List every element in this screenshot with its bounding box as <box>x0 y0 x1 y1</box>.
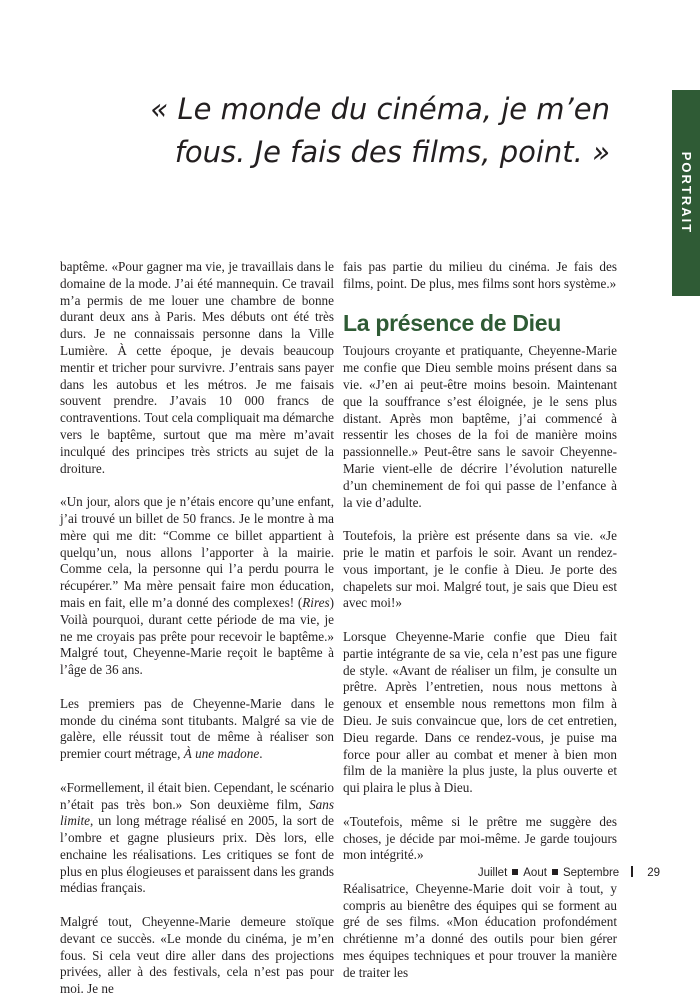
film-title: À une madone <box>183 746 260 762</box>
square-bullet-icon <box>552 869 558 875</box>
paragraph: «Toutefois, même si le prêtre me suggère des choses, je décide par moi-même. Je garde toujours mon intégrité.» <box>343 813 617 863</box>
footer-month: Aout <box>523 867 547 879</box>
paragraph: Réalisatrice, Cheyenne-Marie doit voir à tout, y compris au bienêtre des équipes qui se forment au gré de ses films. «Mon éducation profondément chrétienne m’a donné des outils pour bien gérer mes équipes techniques et pour trouver la manière de traiter les <box>343 880 617 980</box>
paragraph: Les premiers pas de Cheyenne-Marie dans le monde du cinéma sont titubants. Malgré sa vie de galère, elle réussit tout de même à réaliser son premier court métrage, À une madone. <box>60 695 334 762</box>
paragraph: Lorsque Cheyenne-Marie confie que Dieu fait partie intégrante de sa vie, cela n’est pas une figure de style. «Avant de réaliser un film, je consulte un prêtre. Après l’entretien, nous nous mettons à genoux et ensemble nous remettons mon film à Dieu. Je suis convaincue que, lors de cet entretien, Dieu regarde. Dans ce rendez-vous, je puise ma force pour aller au combat et mener à bien mon film de la manière la plus juste, la plus ouverte et qui plaira le plus à Dieu. <box>343 628 617 796</box>
left-column <box>60 259 334 998</box>
paragraph: Toujours croyante et pratiquante, Cheyenne-Marie me confie que Dieu semble moins présent dans sa vie. «J’en ai peut-être moins besoin. Maintenant que la souffrance s’est éloignée, je le sens plus distant. Après mon baptême, j’ai commencé à ressentir les choses de la foi de manière moins passionnelle.» Peut-être sans le savoir Cheyenne-Marie vient-elle de décrire l’évolution naturelle d’un cheminement de foi qui passe de l’enfance à la vie d’adulte. <box>343 343 617 510</box>
paragraph: «Un jour, alors que je n’étais encore qu’une enfant, j’ai trouvé un billet de 50 francs. Je le montre à ma mère qui me dit: “Comme ce billet appartient à quelqu’un, nous allons l’apporter à la mairie. Comme cela, la personne qui l’a perdu pourra le récupérer.” Ma mère pensait faire mon éducation, mais en fait, elle m’a donné des complexes! (Rires) Voilà pourquoi, durant cette période de ma vie, je ne me croyais pas prête pour recevoir le baptême.» Malgré tout, Cheyenne-Marie reçoit le baptême à l’âge de 36 ans. <box>60 494 334 678</box>
paragraph: fais pas partie du milieu du cinéma. Je fais des films, point. De plus, mes films sont hors système.» <box>343 259 617 291</box>
page-footer <box>0 866 660 879</box>
section-heading: La présence de Dieu <box>343 310 561 337</box>
section-tab <box>672 90 700 296</box>
paragraph: baptême. «Pour gagner ma vie, je travaillais dans le domaine de la mode. J’ai été mannequin. Ce travail m’a permis de me louer une chambre de bonne durant deux ans à Paris. Mes débuts ont été très durs. Je ne connaissais personne dans la Ville Lumière. À cette époque, je devais beaucoup mentir et tricher pour survivre. J’entrais sans payer dans les autobus et les métros. Je me faisais souvent prendre. J’avais 10 000 francs de contraventions. Tout cela compliquait ma démarche vers le baptême, surtout que ma mère m’avait inculqué des principes très stricts au sujet de la droiture. <box>60 259 334 476</box>
paragraph: Malgré tout, Cheyenne-Marie demeure stoïque devant ce succès. «Le monde du cinéma, je m’en fous. Si cela veut dire aller dans des projections privées, aller à des festivals, cela n’est pas pour moi. Je ne <box>60 914 334 997</box>
divider-bar <box>631 866 633 877</box>
italic-text: Rires <box>302 594 330 610</box>
section-tab-label: PORTRAIT <box>679 151 694 235</box>
paragraph: Toutefois, la prière est présente dans sa vie. «Je prie le matin et parfois le soir. Avant un rendez-vous important, je le confie à Dieu. Je porte des chapelets sur moi. Malgré tout, je sais que Dieu est avec moi!» <box>343 528 617 611</box>
square-bullet-icon <box>512 869 518 875</box>
footer-month: Septembre <box>562 867 620 879</box>
footer-month: Juillet <box>477 867 508 879</box>
film-title: Sans limite <box>60 796 334 829</box>
pull-quote: « Le monde du cinéma, je m’en fous. Je fais des films, point. » <box>150 92 610 169</box>
paragraph: «Formellement, il était bien. Cependant, le scénario n’était pas très bon.» Son deuxième film, Sans limite, un long métrage réalisé en 2005, la sort de l’ombre et gagne plusieurs prix. Dès lors, elle enchaine les réalisations. Les critiques se font de plus en plus élogieuses et paraissent dans les grands médias français. <box>60 779 334 896</box>
page-number: 29 <box>647 867 660 879</box>
